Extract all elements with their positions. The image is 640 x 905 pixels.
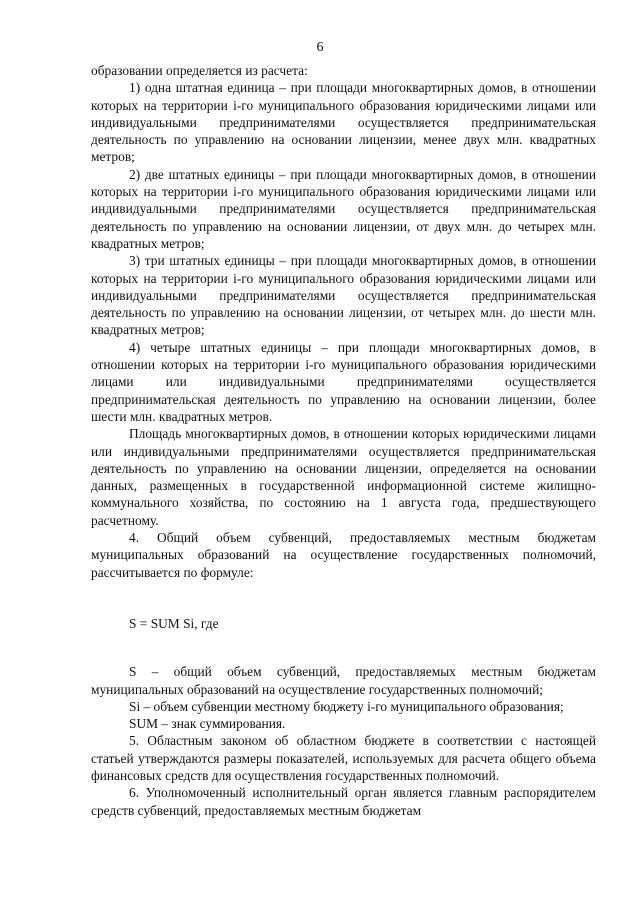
paragraph-continuation: образовании определяется из расчета:	[91, 63, 308, 78]
document-body	[91, 62, 596, 819]
paragraph-si-definition: Si – объем субвенции местному бюджету i-го муниципального образования;	[129, 698, 564, 714]
paragraph-clause-5: 5. Областным законом об областном бюджете в соответствии с настоящей статьей утверждаются размеры показателей, используемых для расчета общего объема финансовых средств для осуществления государственных полномочий.	[91, 733, 596, 783]
paragraph-item-3: 3) три штатных единицы – при площади многоквартирных домов, в отношении которых на территории i-го муниципального образования юридическими лицами или индивидуальными предпринимателями осуществляется предпринимательская деятельность по управлению на основании лицензии, от четырех млн. до шести млн. квадратных метров;	[91, 253, 596, 338]
paragraph-item-4: 4) четыре штатных единицы – при площади многоквартирных домов, в отношении которых на территории i-го муниципального образования юридическими лицами или индивидуальными предпринимателями осуществляется предпринимательская деятельность по управлению на основании лицензии, более шести млн. квадратных метров.	[91, 339, 596, 424]
paragraph-clause-4: 4. Общий объем субвенций, предоставляемых местным бюджетам муниципальных образований на осуществление государственных полномочий, рассчитывается по формуле:	[91, 530, 596, 580]
page-number: 6	[316, 40, 324, 55]
paragraph-s-definition: S – общий объем субвенций, предоставляемых местным бюджетам муниципальных образований на осуществление государственных полномочий;	[91, 664, 596, 697]
formula: S = SUM Si, где	[129, 615, 219, 631]
paragraph-item-1: 1) одна штатная единица – при площади многоквартирных домов, в отношении которых на территории i-го муниципального образования юридическими лицами или индивидуальными предпринимателями осуществляется предпринимательская деятельность по управлению на основании лицензии, менее двух млн. квадратных метров;	[91, 80, 596, 165]
paragraph-sum-definition: SUM – знак суммирования.	[129, 716, 286, 732]
paragraph-clause-6: 6. Уполномоченный исполнительный орган является главным распорядителем средств субвенций, предоставляемых местным бюджетам	[91, 785, 596, 818]
paragraph-area-definition: Площадь многоквартирных домов, в отношении которых юридическими лицами или индивидуальными предпринимателями осуществляется предпринимательская деятельность по управлению на основании лицензии, определяется на основании данных, размещенных в государственной информационной системе жилищно-коммунального хозяйства, по состоянию на 1 августа года, предшествующего расчетному.	[91, 426, 596, 528]
paragraph-item-2: 2) две штатных единицы – при площади многоквартирных домов, в отношении которых на территории i-го муниципального образования юридическими лицами или индивидуальными предпринимателями осуществляется предпринимательская деятельность по управлению на основании лицензии, от двух млн. до четырех млн. квадратных метров;	[91, 166, 596, 251]
